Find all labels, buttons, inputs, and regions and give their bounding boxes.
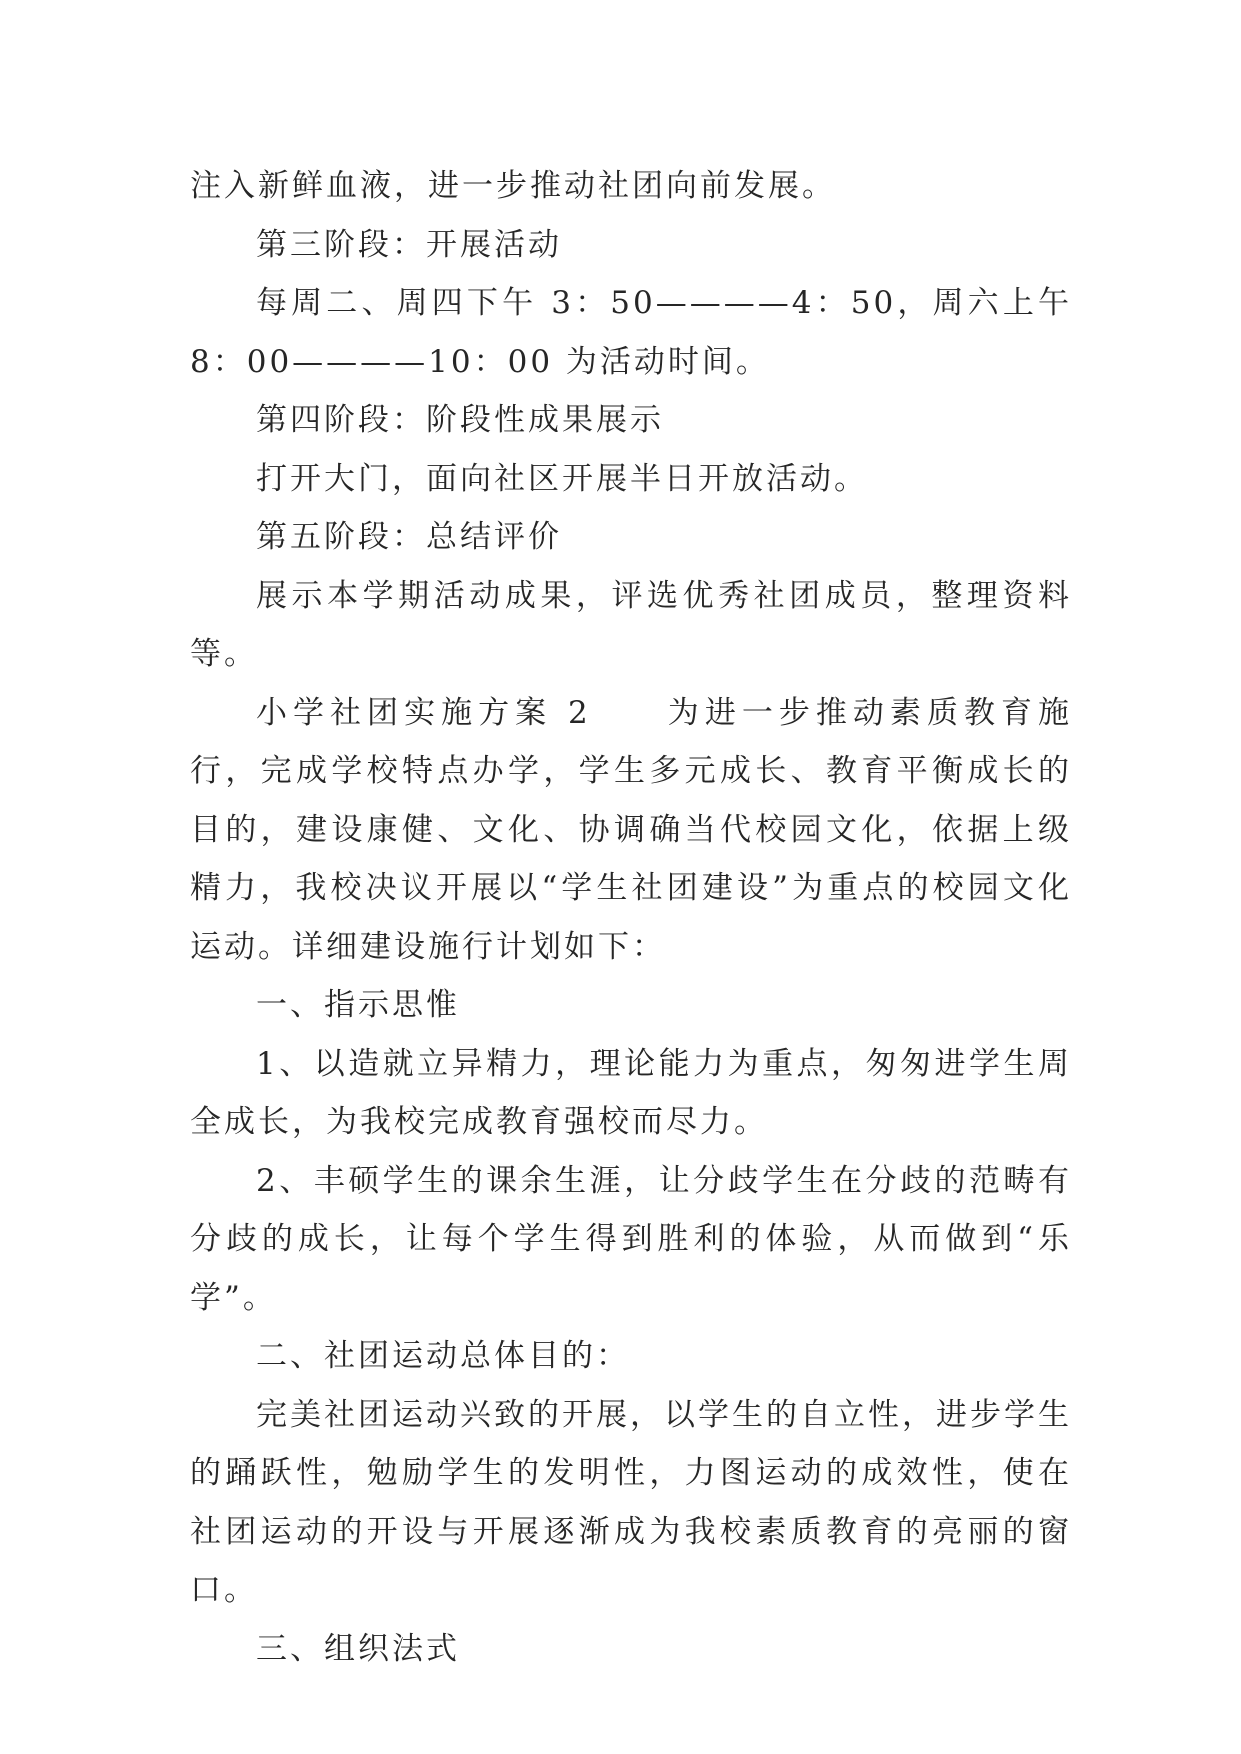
paragraph-2: 第三阶段：开展活动 <box>256 226 562 263</box>
paragraph-9: 一、指示思惟 <box>256 987 460 1023</box>
paragraph-4: 第四阶段：阶段性成果展示 <box>256 402 664 438</box>
paragraph-12: 二、社团运动总体目的： <box>256 1338 630 1374</box>
paragraph-8: 小学社团实施方案 2 为进一步推动素质教育施行，完成学校特点办学，学生多元成长、教育平衡成长的目的，建设康健、文化、协调确当代校园文化，依据上级精力，我校决议开展以“学生社团建设”为重点的校园文化运动。详细建设施行计划如下： <box>190 694 1072 965</box>
paragraph-3: 每周二、周四下午 3：50————4：50，周六上午 8：00————10：00 为活动时间。 <box>190 285 1085 380</box>
paragraph-14: 三、组织法式 <box>256 1630 460 1667</box>
paragraph-13: 完美社团运动兴致的开展，以学生的自立性，进步学生的踊跃性，勉励学生的发明性，力图运动的成效性，使在社团运动的开设与开展逐渐成为我校素质教育的亮丽的窗口。 <box>190 1396 1072 1608</box>
paragraph-11: 2、丰硕学生的课余生涯，让分歧学生在分歧的范畴有分歧的成长，让每个学生得到胜利的体验，从而做到“乐学”。 <box>190 1162 1072 1316</box>
paragraph-5: 打开大门，面向社区开展半日开放活动。 <box>256 460 868 497</box>
paragraph-1: 注入新鲜血液，进一步推动社团向前发展。 <box>190 168 836 204</box>
paragraph-10: 1、以造就立异精力，理论能力为重点，匆匆进学生周全成长，为我校完成教育强校而尽力。 <box>190 1045 1072 1140</box>
paragraph-7: 展示本学期活动成果，评选优秀社团成员，整理资料等。 <box>190 577 1072 672</box>
paragraph-6: 第五阶段：总结评价 <box>256 519 562 555</box>
document-body <box>190 157 1085 1678</box>
